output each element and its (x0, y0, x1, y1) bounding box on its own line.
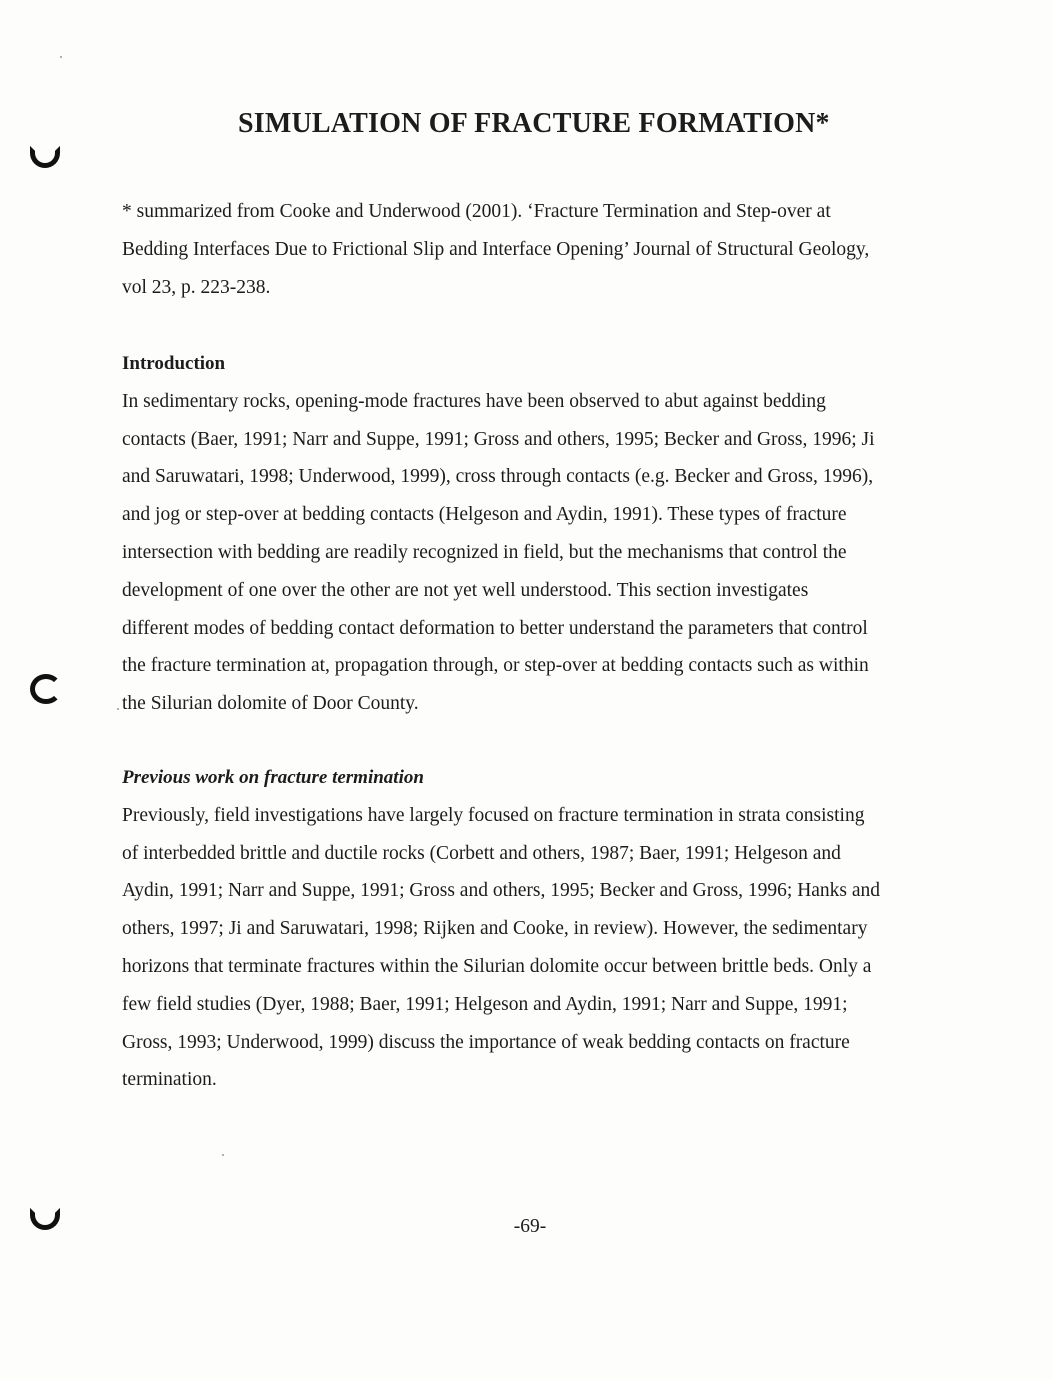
introduction-heading: Introduction (122, 353, 226, 374)
scan-speck (222, 1154, 224, 1156)
scan-speck (60, 56, 62, 58)
paragraph-line: and Saruwatari, 1998; Underwood, 1999), cross through contacts (e.g. Becker and Gross, 1996), (122, 466, 874, 488)
paragraph-line: different modes of bedding contact deformation to better understand the parameters that control (122, 617, 868, 639)
paragraph-line: In sedimentary rocks, opening-mode fractures have been observed to abut against bedding (122, 390, 826, 412)
paragraph-line: development of one over the other are not yet well understood. This section investigates (122, 579, 809, 601)
paragraph-line: others, 1997; Ji and Saruwatari, 1998; Rijken and Cooke, in review). However, the sedimentary (122, 918, 868, 940)
footnote-line: vol 23, p. 223-238. (122, 276, 271, 298)
paragraph-line: few field studies (Dyer, 1988; Baer, 1991; Helgeson and Aydin, 1991; Narr and Suppe, 1991; (122, 993, 848, 1015)
paragraph-line: Aydin, 1991; Narr and Suppe, 1991; Gross and others, 1995; Becker and Gross, 1996; Hanks and (122, 880, 881, 902)
footnote-line: Bedding Interfaces Due to Frictional Slip and Interface Opening’ Journal of Structural Geology, (122, 238, 870, 260)
punch-hole-mark-top (30, 146, 60, 168)
paragraph-line: Gross, 1993; Underwood, 1999) discuss the importance of weak bedding contacts on fracture (122, 1031, 850, 1053)
paragraph-line: Previously, field investigations have largely focused on fracture termination in strata consisting (122, 804, 865, 826)
introduction-section (122, 345, 952, 723)
paragraph-line: horizons that terminate fractures within the Silurian dolomite occur between brittle beds. Only a (122, 955, 872, 977)
paragraph-line: and jog or step-over at bedding contacts (Helgeson and Aydin, 1991). These types of fracture (122, 504, 847, 526)
paragraph-line: intersection with bedding are readily recognized in field, but the mechanisms that control the (122, 541, 847, 563)
footnote-line: * summarized from Cooke and Underwood (2001). ‘Fracture Termination and Step-over at (122, 201, 831, 222)
previous-work-heading: Previous work on fracture termination (122, 767, 424, 788)
scan-speck (117, 708, 119, 710)
punch-hole-mark-bottom (30, 1208, 60, 1230)
paragraph-line: the fracture termination at, propagation through, or step-over at bedding contacts such as within (122, 655, 869, 677)
page-title: SIMULATION OF FRACTURE FORMATION* (238, 108, 830, 139)
previous-work-section (122, 759, 952, 1099)
page-number: -69- (513, 1216, 547, 1237)
paragraph-line: termination. (122, 1069, 217, 1091)
paragraph-line: the Silurian dolomite of Door County. (122, 693, 419, 715)
paragraph-line: of interbedded brittle and ductile rocks (Corbett and others, 1987; Baer, 1991; Helgeson and (122, 842, 841, 864)
punch-hole-mark-middle (30, 674, 62, 704)
paragraph-line: contacts (Baer, 1991; Narr and Suppe, 1991; Gross and others, 1995; Becker and Gross, 1996; Ji (122, 428, 875, 450)
citation-footnote (122, 193, 952, 306)
